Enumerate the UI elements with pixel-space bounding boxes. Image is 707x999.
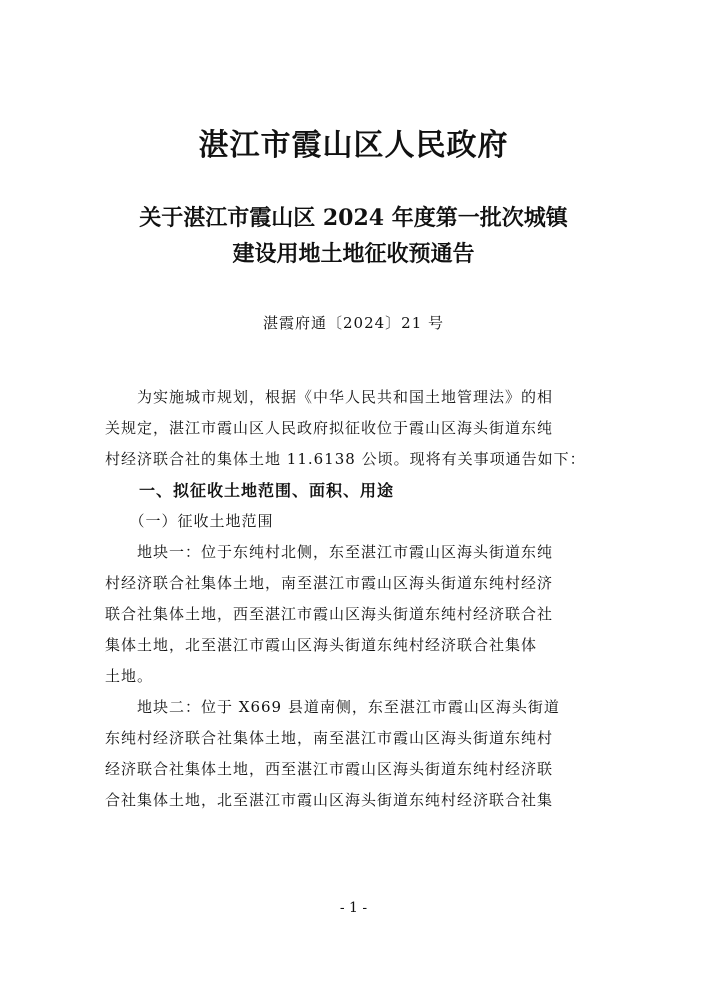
document-number: 湛霞府通〔2024〕21 号 bbox=[262, 314, 445, 332]
body-line: 土地。 bbox=[105, 667, 154, 685]
notice-title bbox=[60, 200, 647, 272]
body-line: 东纯村经济联合社集体土地，南至湛江市霞山区海头街道东纯村 bbox=[105, 729, 554, 747]
notice-title-line-2: 建设用地土地征收预通告 bbox=[232, 241, 475, 267]
body-line: 村经济联合社的集体土地 11.6138 公顷。现将有关事项通告如下： bbox=[105, 450, 586, 468]
body-line: 地块二：位于 X669 县道南侧，东至湛江市霞山区海头街道 bbox=[105, 698, 560, 716]
page-number: - 1 - bbox=[339, 900, 368, 916]
body-line: 合社集体土地，北至湛江市霞山区海头街道东纯村经济联合社集 bbox=[105, 791, 554, 809]
body-line: 为实施城市规划，根据《中华人民共和国土地管理法》的相 bbox=[105, 388, 554, 406]
body-line: 村经济联合社集体土地，南至湛江市霞山区海头街道东纯村经济 bbox=[105, 574, 554, 592]
body-line: 地块一：位于东纯村北侧，东至湛江市霞山区海头街道东纯 bbox=[105, 543, 554, 561]
subsection-heading: （一）征收土地范围 bbox=[105, 512, 274, 530]
section-heading: 一、拟征收土地范围、面积、用途 bbox=[105, 481, 395, 500]
body-line: 集体土地，北至湛江市霞山区海头街道东纯村经济联合社集体 bbox=[105, 636, 538, 654]
notice-body bbox=[105, 382, 605, 816]
body-line: 联合社集体土地，西至湛江市霞山区海头街道东纯村经济联合社 bbox=[105, 605, 554, 623]
body-line: 经济联合社集体土地，西至湛江市霞山区海头街道东纯村经济联 bbox=[105, 760, 554, 778]
notice-title-line-1: 关于湛江市霞山区 2024 年度第一批次城镇 bbox=[139, 205, 568, 231]
body-line: 关规定，湛江市霞山区人民政府拟征收位于霞山区海头街道东纯 bbox=[105, 419, 554, 437]
issuing-authority-title: 湛江市霞山区人民政府 bbox=[198, 128, 509, 163]
